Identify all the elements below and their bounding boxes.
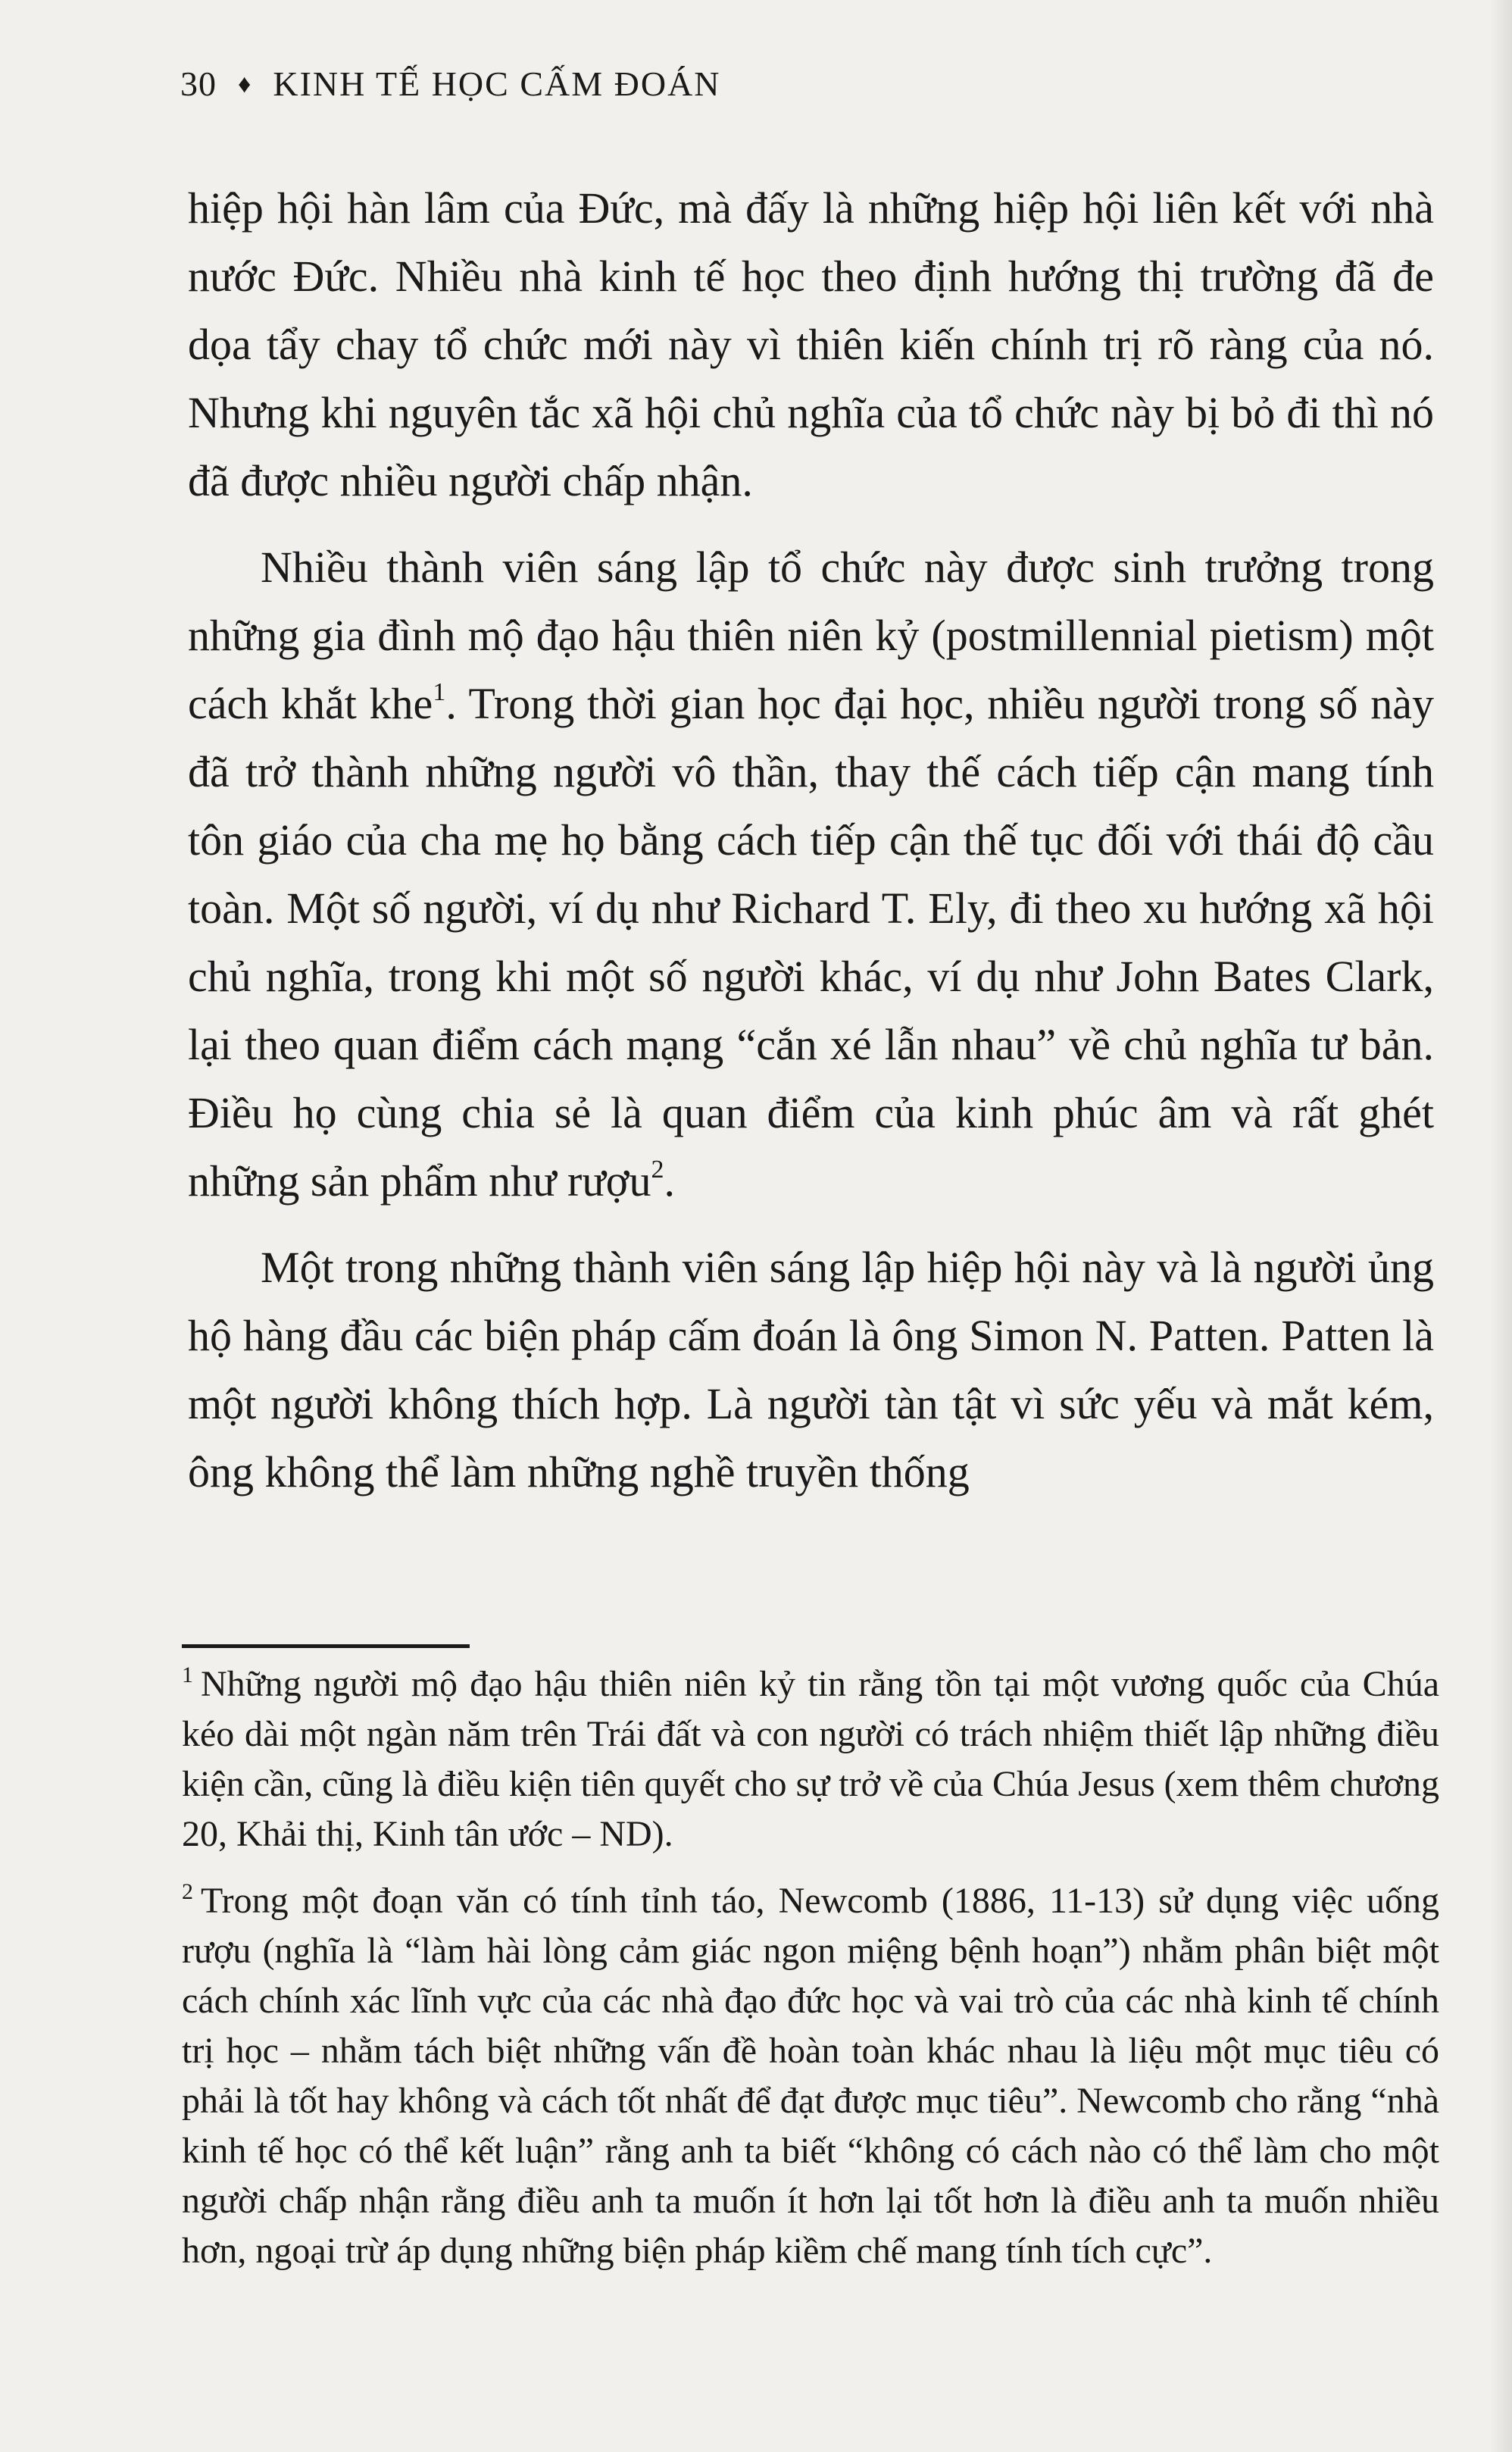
main-text [188,174,1434,1525]
footnote-2-text: Trong một đoạn văn có tính tỉnh táo, Newcomb (1886, 11-13) sử dụng việc uống rượu (nghĩa là “làm hài lòng cảm giác ngon miệng bệnh hoạn”) nhằm phân biệt một cách chính xác lĩnh vực của các nhà đạo đức học và vai trò của các nhà kinh tế chính trị học – nhằm tách biệt những vấn đề hoàn toàn khác nhau là liệu một mục tiêu có phải là tốt hay không và cách tốt nhất để đạt được mục tiêu”. Newcomb cho rằng “nhà kinh tế học có thể kết luận” rằng anh ta biết “không có cách nào có thể làm cho một người chấp nhận rằng điều anh ta muốn ít hơn lại tốt hơn là điều anh ta muốn nhiều hơn, ngoại trừ áp dụng những biện pháp kiềm chế mang tính tích cực”. [182,1881,1439,2271]
page-edge-shadow [1489,0,1512,2452]
paragraph-3: Một trong những thành viên sáng lập hiệp hội này và là người ủng hộ hàng đầu các biện pháp cấm đoán là ông Simon N. Patten. Patten là một người không thích hợp. Là người tàn tật vì sức yếu và mắt kém, ông không thể làm những nghề truyền thống [188,1243,1434,1497]
paragraph-1: hiệp hội hàn lâm của Đức, mà đấy là những hiệp hội liên kết với nhà nước Đức. Nhiều nhà kinh tế học theo định hướng thị trường đã đe dọa tẩy chay tổ chức mới này vì thiên kiến chính trị rõ ràng của nó. Nhưng khi nguyên tắc xã hội chủ nghĩa của tổ chức này bị bỏ đi thì nó đã được nhiều người chấp nhận. [188,183,1434,505]
diamond-separator-icon: ♦ [238,70,252,99]
paragraph-2-part-c: . [664,1156,675,1206]
paragraph-2-part-a: Nhiều thành viên sáng lập tổ chức này được sinh trưởng trong những gia đình mộ đạo hậu thiên niên kỷ (postmillennial pietism) một cách khắt khe [188,543,1434,728]
footnotes [182,1659,1439,2293]
footnote-ref-2: 2 [651,1156,664,1184]
footnote-divider [182,1644,470,1648]
paragraph-2 [188,533,1434,1215]
footnote-1 [182,1659,1439,1859]
footnote-1-text: Những người mộ đạo hậu thiên niên kỷ tin rằng tồn tại một vương quốc của Chúa kéo dài một ngàn năm trên Trái đất và con người có trách nhiệm thiết lập những điều kiện cần, cũng là điều kiện tiên quyết cho sự trở về của Chúa Jesus (xem thêm chương 20, Khải thị, Kinh tân ước – ND). [182,1664,1439,1854]
running-header [180,64,721,104]
footnote-ref-1: 1 [433,678,446,706]
footnote-2 [182,1876,1439,2276]
running-title: KINH TẾ HỌC CẤM ĐOÁN [273,64,721,103]
paragraph-2-part-b: . Trong thời gian học đại học, nhiều người trong số này đã trở thành những người vô thần, thay thế cách tiếp cận mang tính tôn giáo của cha mẹ họ bằng cách tiếp cận thế tục đối với thái độ cầu toàn. Một số người, ví dụ như Richard T. Ely, đi theo xu hướng xã hội chủ nghĩa, trong khi một số người khác, ví dụ như John Bates Clark, lại theo quan điểm cách mạng “cắn xé lẫn nhau” về chủ nghĩa tư bản. Điều họ cùng chia sẻ là quan điểm của kinh phúc âm và rất ghét những sản phẩm như rượu [188,679,1434,1206]
footnote-2-number: 2 [182,1879,193,1904]
page-number: 30 [180,64,217,103]
footnote-1-number: 1 [182,1662,193,1687]
